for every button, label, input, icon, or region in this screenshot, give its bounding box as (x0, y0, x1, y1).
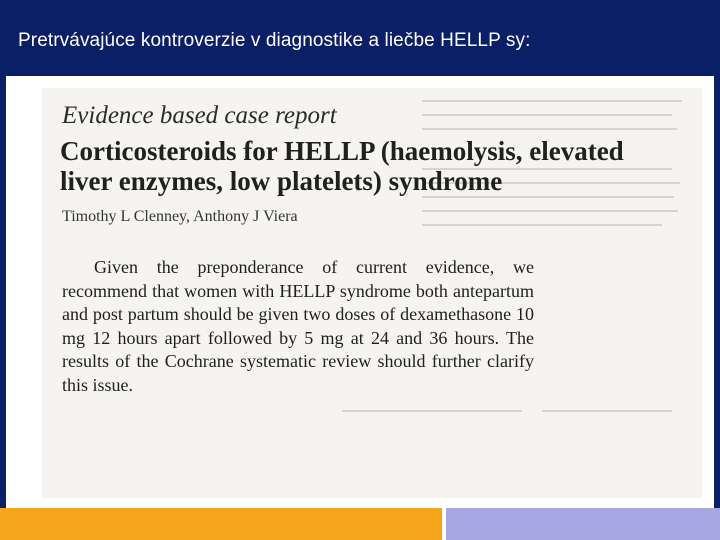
slide-title: Pretrvávajúce kontroverzie v diagnostike a liečbe HELLP sy: (18, 30, 531, 51)
left-frame-border (0, 76, 6, 508)
faded-text-line (542, 410, 672, 412)
article-quote: Given the preponderance of current evidence, we recommend that women with HELLP syndrome both antepartum and post partum should be given two doses of dexamethasone 10 mg 12 hours apart followed by 5 mg at 24 and 36 hours. The results of the Cochrane systematic review should further clarify this issue. (62, 257, 534, 395)
faded-text-line (342, 410, 522, 412)
faded-text-line (422, 128, 677, 130)
footer-lilac-block (446, 508, 720, 540)
article-section-title: Evidence based case report (62, 102, 337, 129)
faded-text-line (422, 210, 678, 212)
article-authors: Timothy L Clenney, Anthony J Viera (62, 208, 298, 225)
footer-bar (0, 508, 720, 540)
faded-text-line (422, 114, 672, 116)
title-bar (0, 0, 720, 76)
faded-text-line (422, 196, 674, 198)
right-frame-border (714, 76, 720, 508)
article-headline: Corticosteroids for HELLP (haemolysis, elevated liver enzymes, low platelets) syndrome (60, 136, 624, 196)
footer-orange-block (0, 508, 442, 540)
faded-text-line (422, 224, 662, 226)
faded-text-line (422, 100, 682, 102)
article-scan-image (42, 88, 702, 498)
